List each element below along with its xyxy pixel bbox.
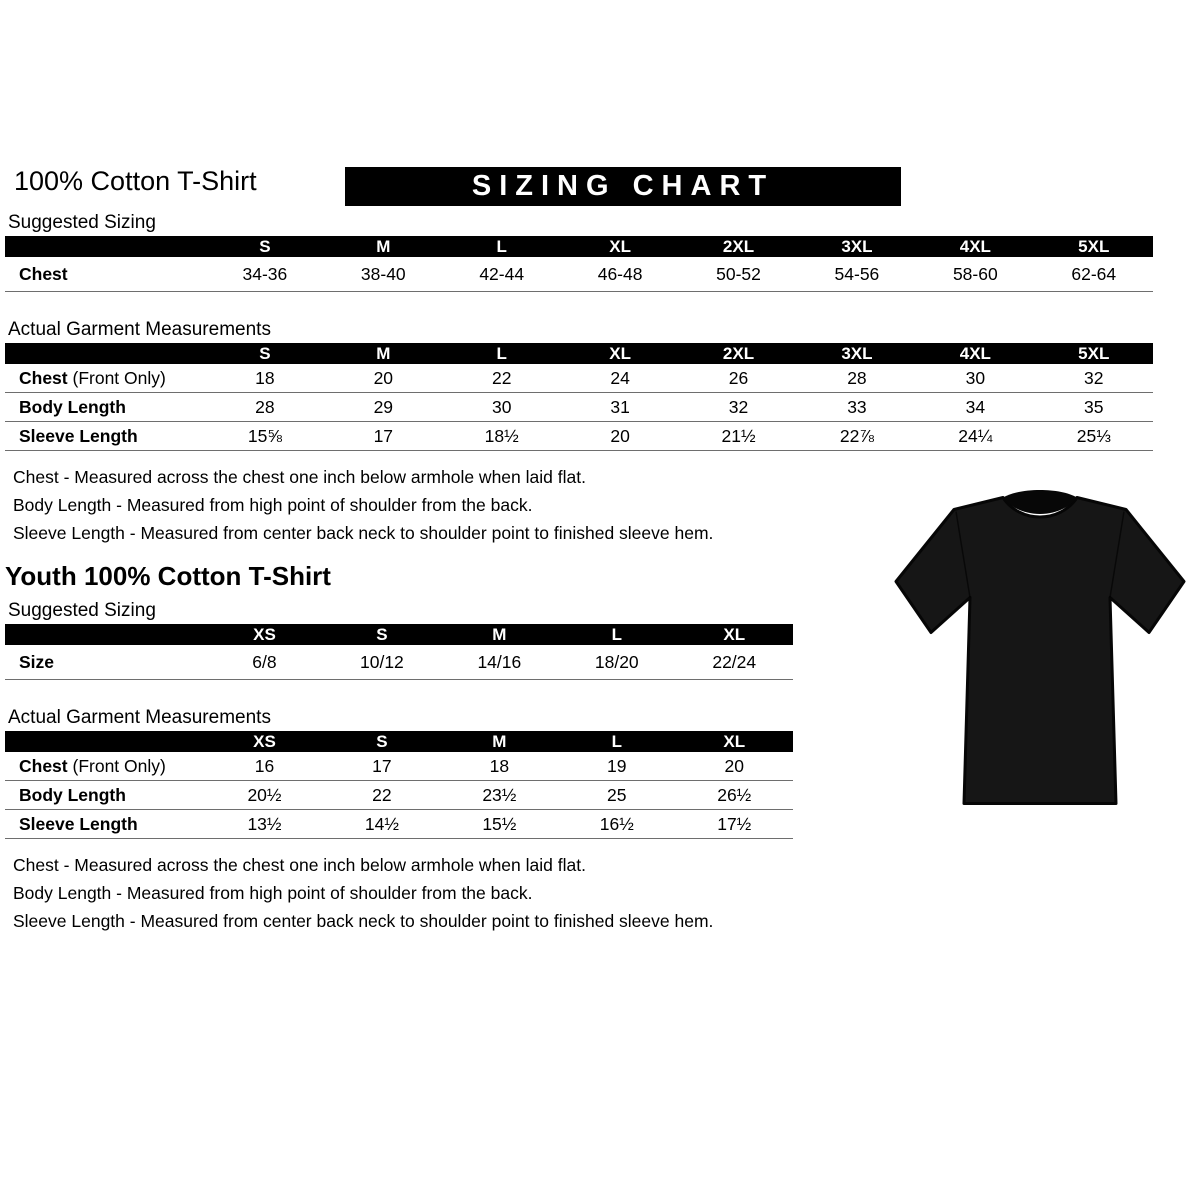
youth-product-title: Youth 100% Cotton T-Shirt	[5, 561, 331, 591]
table-cell: 24¼	[916, 422, 1034, 451]
size-column-header: M	[324, 343, 442, 364]
table-cell: 18	[441, 752, 558, 781]
table-row	[5, 645, 793, 680]
table-cell: 22/24	[676, 645, 794, 680]
table-cell: 28	[206, 393, 324, 422]
row-label	[5, 810, 206, 839]
size-column-header: 2XL	[679, 236, 797, 257]
table-row	[5, 752, 793, 781]
table-cell: 35	[1035, 393, 1153, 422]
table-cell: 33	[798, 393, 916, 422]
table-cell: 26½	[676, 781, 794, 810]
table-header-row	[5, 624, 793, 645]
table-cell: 24	[561, 364, 679, 393]
table-cell: 17	[323, 752, 440, 781]
adult-actual-measurements-heading: Actual Garment Measurements	[8, 319, 271, 340]
table-cell: 13½	[206, 810, 323, 839]
size-column-header: L	[558, 731, 675, 752]
size-column-header: XS	[206, 624, 323, 645]
row-label	[5, 781, 206, 810]
table-cell: 22	[443, 364, 561, 393]
table-cell: 18½	[443, 422, 561, 451]
size-column-header: M	[441, 731, 558, 752]
table-cell: 17	[324, 422, 442, 451]
youth-suggested-sizing-table	[5, 624, 793, 680]
row-label: Chest	[5, 257, 206, 292]
tshirt-illustration	[890, 468, 1192, 820]
size-column-header: 4XL	[916, 343, 1034, 364]
table-cell: 22⅞	[798, 422, 916, 451]
size-column-header: 3XL	[798, 343, 916, 364]
table-cell: 29	[324, 393, 442, 422]
row-label	[5, 393, 206, 422]
table-cell: 16½	[558, 810, 675, 839]
table-cell: 15½	[441, 810, 558, 839]
table-header-row	[5, 236, 1153, 257]
table-cell: 31	[561, 393, 679, 422]
tshirt-silhouette	[896, 498, 1184, 804]
size-column-header: XS	[206, 731, 323, 752]
table-row	[5, 422, 1153, 451]
size-column-header: 4XL	[916, 236, 1034, 257]
measurement-note: Body Length - Measured from high point of shoulder from the back.	[13, 883, 533, 903]
table-cell: 32	[679, 393, 797, 422]
size-column-header: 5XL	[1035, 343, 1153, 364]
table-cell: 50-52	[679, 257, 797, 292]
table-cell: 15⅝	[206, 422, 324, 451]
adult-suggested-sizing-heading: Suggested Sizing	[8, 212, 156, 233]
youth-suggested-sizing-heading: Suggested Sizing	[8, 600, 156, 621]
table-cell: 25⅓	[1035, 422, 1153, 451]
size-column-header: XL	[561, 236, 679, 257]
row-label-text: Sleeve Length	[19, 425, 138, 446]
youth-actual-measurements-heading: Actual Garment Measurements	[8, 707, 271, 728]
table-header-row	[5, 731, 793, 752]
table-row	[5, 257, 1153, 292]
table-cell: 14½	[323, 810, 440, 839]
size-column-header: L	[443, 236, 561, 257]
tshirt-product-image	[890, 468, 1192, 820]
row-label-text: Body Length	[19, 396, 126, 417]
row-label-text: Sleeve Length	[19, 813, 138, 834]
size-column-header: XL	[676, 624, 794, 645]
row-label	[5, 752, 206, 781]
size-column-header: 2XL	[679, 343, 797, 364]
table-cell: 26	[679, 364, 797, 393]
size-column-header: S	[206, 343, 324, 364]
table-cell: 14/16	[441, 645, 558, 680]
measurement-note: Body Length - Measured from high point of shoulder from the back.	[13, 495, 533, 515]
sizing-chart-banner	[345, 167, 901, 206]
table-row	[5, 364, 1153, 393]
header-spacer-cell	[5, 731, 206, 752]
table-header-row	[5, 343, 1153, 364]
row-label	[5, 364, 206, 393]
row-label-text: Chest	[19, 367, 68, 388]
measurement-note: Chest - Measured across the chest one inch below armhole when laid flat.	[13, 467, 586, 487]
adult-suggested-sizing-table	[5, 236, 1153, 292]
table-cell: 30	[916, 364, 1034, 393]
table-cell: 32	[1035, 364, 1153, 393]
size-column-header: S	[206, 236, 324, 257]
table-cell: 20	[561, 422, 679, 451]
measurement-note: Chest - Measured across the chest one inch below armhole when laid flat.	[13, 855, 586, 875]
size-column-header: M	[441, 624, 558, 645]
row-label-suffix: (Front Only)	[67, 367, 166, 388]
adult-product-title: 100% Cotton T-Shirt	[14, 166, 257, 196]
row-label: Size	[5, 645, 206, 680]
measurement-note: Sleeve Length - Measured from center back neck to shoulder point to finished sleeve hem.	[13, 523, 714, 543]
size-column-header: S	[323, 624, 440, 645]
table-cell: 30	[443, 393, 561, 422]
table-cell: 25	[558, 781, 675, 810]
table-cell: 19	[558, 752, 675, 781]
header-spacer-cell	[5, 624, 206, 645]
table-cell: 34	[916, 393, 1034, 422]
table-cell: 18/20	[558, 645, 675, 680]
size-column-header: 5XL	[1035, 236, 1153, 257]
table-cell: 18	[206, 364, 324, 393]
table-cell: 38-40	[324, 257, 442, 292]
table-cell: 23½	[441, 781, 558, 810]
size-column-header: M	[324, 236, 442, 257]
row-label-text: Chest	[19, 755, 68, 776]
size-column-header: 3XL	[798, 236, 916, 257]
table-row	[5, 810, 793, 839]
sizing-chart-banner-text: SIZING CHART	[471, 170, 775, 202]
table-cell: 6/8	[206, 645, 323, 680]
table-row	[5, 393, 1153, 422]
row-label-suffix: (Front Only)	[67, 755, 166, 776]
header-spacer-cell	[5, 343, 206, 364]
table-cell: 10/12	[323, 645, 440, 680]
size-column-header: L	[443, 343, 561, 364]
table-cell: 62-64	[1035, 257, 1153, 292]
table-cell: 20	[324, 364, 442, 393]
table-cell: 22	[323, 781, 440, 810]
row-label	[5, 422, 206, 451]
size-column-header: S	[323, 731, 440, 752]
youth-actual-measurements-table	[5, 731, 793, 839]
table-cell: 17½	[676, 810, 794, 839]
table-cell: 16	[206, 752, 323, 781]
table-cell: 34-36	[206, 257, 324, 292]
table-row	[5, 781, 793, 810]
measurement-note: Sleeve Length - Measured from center back neck to shoulder point to finished sleeve hem.	[13, 911, 714, 931]
row-label-text: Body Length	[19, 784, 126, 805]
table-cell: 28	[798, 364, 916, 393]
table-cell: 46-48	[561, 257, 679, 292]
table-cell: 21½	[679, 422, 797, 451]
table-cell: 20	[676, 752, 794, 781]
youth-measurement-notes	[13, 851, 1155, 935]
size-column-header: XL	[561, 343, 679, 364]
adult-actual-measurements-table	[5, 343, 1153, 451]
size-column-header: XL	[676, 731, 794, 752]
header-spacer-cell	[5, 236, 206, 257]
table-cell: 54-56	[798, 257, 916, 292]
table-cell: 42-44	[443, 257, 561, 292]
table-cell: 20½	[206, 781, 323, 810]
table-cell: 58-60	[916, 257, 1034, 292]
size-column-header: L	[558, 624, 675, 645]
